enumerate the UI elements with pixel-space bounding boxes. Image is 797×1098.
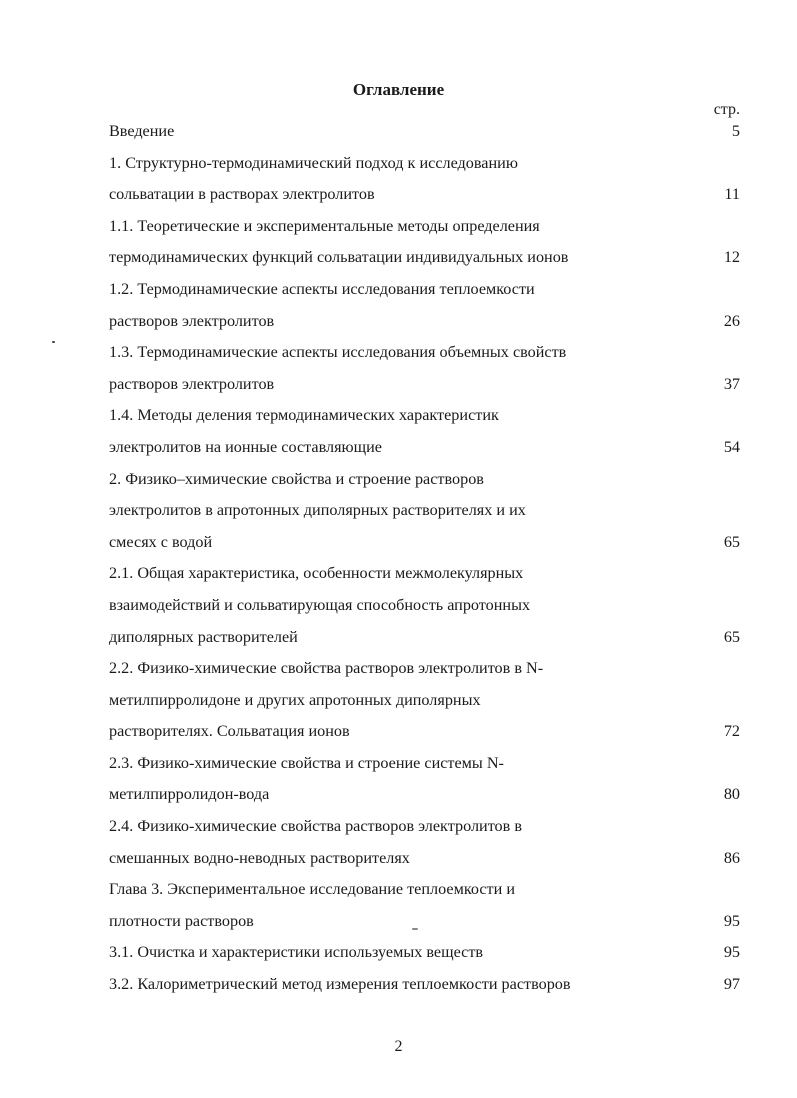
page-column-label: стр. [713,101,740,118]
table-of-contents [109,116,740,1001]
toc-entry[interactable] [109,874,740,937]
toc-title: Оглавление [352,80,445,99]
toc-entry-title-line: 2.4. Физико-химические свойства растворов электролитов в [109,817,522,836]
toc-entry[interactable] [109,937,740,969]
toc-entry[interactable] [109,653,740,748]
toc-entry-page: 80 [723,785,740,804]
toc-entry[interactable] [109,116,740,148]
toc-entry-title-line: плотности растворов [109,911,254,930]
toc-entry[interactable] [109,969,740,1001]
toc-entry[interactable] [109,558,740,653]
toc-entry-page: 37 [723,374,740,393]
scan-speck [52,341,55,343]
toc-entry-title-line: термодинамических функций сольватации индивидуальных ионов [109,248,569,267]
toc-entry-title-line: 2.3. Физико-химические свойства и строение системы N- [109,753,504,772]
toc-entry-title-line: метилпирролидон-вода [109,785,270,804]
toc-entry-page: 97 [723,975,740,994]
toc-entry-page: 65 [723,532,740,551]
toc-entry-title-line: смесях с водой [109,532,213,551]
scan-speck [412,928,418,930]
toc-entry-title-line: растворов электролитов [109,374,275,393]
toc-entry-title-line: 3.1. Очистка и характеристики используемых веществ [109,943,484,962]
toc-entry[interactable] [109,274,740,337]
toc-entry-page: 95 [723,943,740,962]
toc-entry-title-line: электролитов на ионные составляющие [109,437,382,456]
toc-entry-title-line: 1.1. Теоретические и экспериментальные методы определения [109,216,540,235]
toc-entry-title-line: 2.2. Физико-химические свойства растворов электролитов в N- [109,659,544,678]
toc-entry-page: 54 [723,437,740,456]
toc-entry-title-line: смешанных водно-неводных растворителях [109,848,410,867]
toc-entry-title-line: метилпирролидоне и других апротонных диполярных [109,690,481,709]
toc-entry-title-line: Введение [109,122,175,140]
toc-entry-title-line: растворителях. Сольватация ионов [109,722,350,741]
toc-entry-page: 26 [723,311,740,330]
toc-entry-page: 11 [724,185,740,204]
toc-entry-title-line: 1.4. Методы деления термодинамических характеристик [109,406,499,425]
toc-entry-title-line: 3.2. Калориметрический метод измерения теплоемкости растворов [109,975,571,994]
toc-entry-title-line: диполярных растворителей [109,627,298,646]
toc-entry[interactable] [109,748,740,811]
toc-entry-title-line: 2. Физико–химические свойства и строение растворов [109,469,484,488]
page-number: 2 [394,1038,403,1055]
toc-entry-title-line: Глава 3. Экспериментальное исследование теплоемкости и [109,880,515,899]
toc-entry-page: 5 [731,122,740,140]
toc-entry-title-line: взаимодействий и сольватирующая способность апротонных [109,595,531,614]
toc-entry-page: 86 [723,848,740,867]
toc-entry[interactable] [109,400,740,463]
toc-entry-page: 72 [723,722,740,741]
toc-entry-title-line: 2.1. Общая характеристика, особенности межмолекулярных [109,564,524,583]
toc-entry[interactable] [109,337,740,400]
toc-entry-title-line: 1.3. Термодинамические аспекты исследования объемных свойств [109,343,567,362]
toc-entry[interactable] [109,211,740,274]
toc-entry-title-line: электролитов в апротонных диполярных растворителях и их [109,501,526,520]
toc-entry[interactable] [109,811,740,874]
toc-entry-title-line: 1. Структурно-термодинамический подход к исследованию [109,153,518,172]
toc-entry-title-line: сольватации в растворах электролитов [109,185,375,204]
toc-entry-page: 65 [723,627,740,646]
toc-entry-title-line: 1.2. Термодинамические аспекты исследования теплоемкости [109,279,535,298]
toc-entry[interactable] [109,464,740,559]
toc-entry-page: 95 [723,911,740,930]
toc-entry-page: 12 [723,248,740,267]
toc-entry[interactable] [109,148,740,211]
toc-entry-title-line: растворов электролитов [109,311,275,330]
